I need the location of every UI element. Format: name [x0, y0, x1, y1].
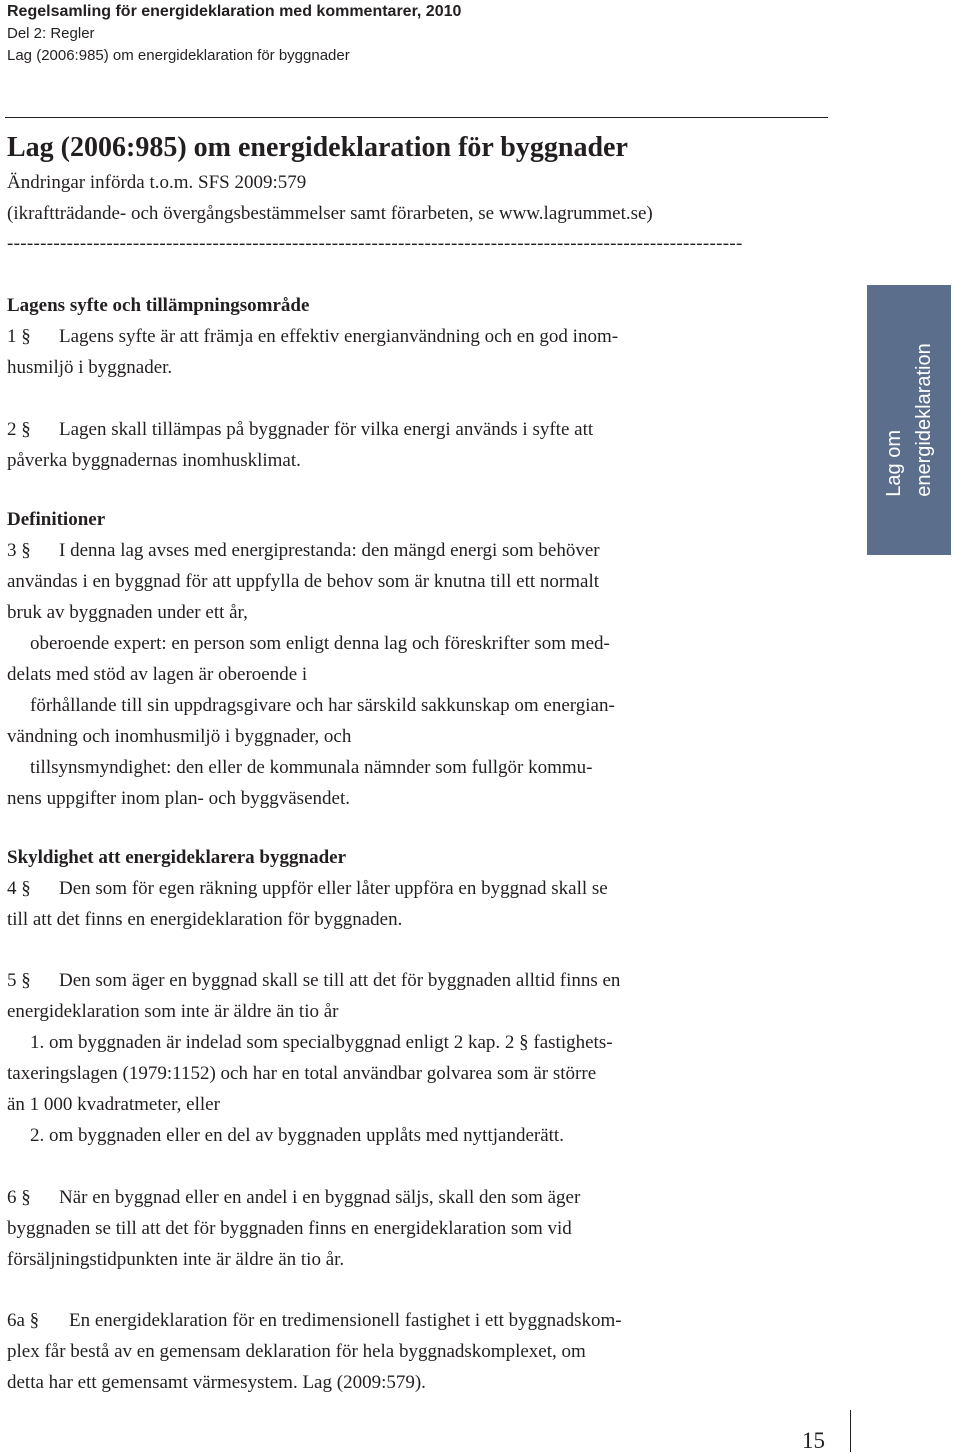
section-number-1: 1 § — [7, 326, 31, 347]
definition-authority-cont: nens uppgifter inom plan- och byggväsendet. — [7, 788, 350, 809]
section-number-5: 5 § — [7, 970, 31, 991]
paragraph-3 — [7, 535, 757, 566]
section-number-2: 2 § — [7, 419, 31, 440]
side-tab-line1: Lag om — [883, 430, 905, 497]
paragraph-2 — [7, 414, 757, 445]
list-item-1-cont: taxeringslagen (1979:1152) och har en total användbar golvarea som är större — [7, 1063, 597, 1084]
section-definitions — [7, 504, 757, 814]
paragraph-3-text: I denna lag avses med energiprestanda: den mängd energi som behöver — [59, 540, 600, 561]
paragraph-1-cont: husmiljö i byggnader. — [7, 357, 173, 378]
definition-expert: oberoende expert: en person som enligt denna lag och föreskrifter som med- — [30, 633, 610, 654]
section-5 — [7, 965, 757, 1151]
paragraph-6a-text: En energideklaration för en tredimensionell fastighet i ett byggnadskom- — [69, 1310, 622, 1331]
margin-rule — [850, 1410, 851, 1452]
paragraph-6a-cont: plex får bestå av en gemensam deklaration för hela byggnadskomplexet, om — [7, 1341, 586, 1362]
running-header-title: Regelsamling för energideklaration med kommentarer, 2010 — [7, 3, 462, 20]
side-tab-line2: energideklaration — [913, 343, 935, 497]
paragraph-2-cont: påverka byggnadernas inomhusklimat. — [7, 450, 301, 471]
paragraph-4 — [7, 873, 757, 904]
header-rule — [5, 117, 828, 118]
side-tab — [867, 285, 951, 555]
law-title: Lag (2006:985) om energideklaration för byggnader — [7, 132, 628, 163]
paragraph-3-cont: användas i en byggnad för att uppfylla de behov som är knutna till ett normalt — [7, 571, 600, 592]
definition-expert-cont: delats med stöd av lagen är oberoende i — [7, 664, 308, 685]
amendments-note: Ändringar införda t.o.m. SFS 2009:579 — [7, 172, 307, 193]
paragraph-6-text: När en byggnad eller en andel i en byggnad säljs, skall den som äger — [59, 1187, 581, 1208]
section-scope — [7, 414, 757, 476]
running-header-chapter: Lag (2006:985) om energideklaration för byggnader — [7, 47, 350, 64]
paragraph-6-cont: byggnaden se till att det för byggnaden finns en energideklaration som vid — [7, 1218, 572, 1239]
section-number-6a: 6a § — [7, 1310, 40, 1331]
running-header-part: Del 2: Regler — [7, 25, 95, 42]
paragraph-2-text: Lagen skall tillämpas på byggnader för vilka energi används i syfte att — [59, 419, 594, 440]
paragraph-4-text: Den som för egen räkning uppför eller låter uppföra en byggnad skall se — [59, 878, 608, 899]
dashed-separator: --------------------------------------------------------------------------------------------------------------- — [7, 233, 743, 254]
side-tab-label — [879, 343, 939, 496]
paragraph-6a-cont2: detta har ett gemensamt värmesystem. Lag (2009:579). — [7, 1372, 426, 1393]
paragraph-6a — [7, 1305, 757, 1336]
definition-authority: tillsynsmyndighet: den eller de kommunala nämnder som fullgör kommu- — [30, 757, 593, 778]
heading-obligation: Skyldighet att energideklarera byggnader — [7, 847, 347, 868]
page-number: 15 — [802, 1428, 825, 1453]
paragraph-5-text: Den som äger en byggnad skall se till att det för byggnaden alltid finns en — [59, 970, 621, 991]
paragraph-4-cont: till att det finns en energideklaration för byggnaden. — [7, 909, 403, 930]
section-6a — [7, 1305, 757, 1398]
section-6 — [7, 1182, 757, 1275]
list-item-1: 1. om byggnaden är indelad som specialbyggnad enligt 2 kap. 2 § fastighets- — [30, 1032, 613, 1053]
paragraph-6 — [7, 1182, 757, 1213]
section-obligation — [7, 842, 757, 935]
section-number-3: 3 § — [7, 540, 31, 561]
list-item-1-cont2: än 1 000 kvadratmeter, eller — [7, 1094, 220, 1115]
definition-expert-2-cont: vändning och inomhusmiljö i byggnader, och — [7, 726, 352, 747]
section-number-6: 6 § — [7, 1187, 31, 1208]
section-purpose — [7, 290, 757, 383]
paragraph-5 — [7, 965, 757, 996]
running-header — [7, 0, 461, 67]
heading-purpose: Lagens syfte och tillämpningsområde — [7, 295, 310, 316]
heading-definitions: Definitioner — [7, 509, 106, 530]
paragraph-6-cont2: försäljningstidpunkten inte är äldre än tio år. — [7, 1249, 345, 1270]
list-item-2: 2. om byggnaden eller en del av byggnaden upplåts med nyttjanderätt. — [30, 1125, 564, 1146]
paragraph-3-cont2: bruk av byggnaden under ett år, — [7, 602, 248, 623]
paragraph-5-cont: energideklaration som inte är äldre än tio år — [7, 1001, 339, 1022]
section-number-4: 4 § — [7, 878, 31, 899]
paragraph-1 — [7, 321, 757, 352]
paragraph-1-text: Lagens syfte är att främja en effektiv energianvändning och en god inom- — [59, 326, 619, 347]
definition-expert-2: förhållande till sin uppdragsgivare och har särskild sakkunskap om energian- — [30, 695, 615, 716]
reference-note: (ikraftträdande- och övergångsbestämmelser samt förarbeten, se www.lagrummet.se) — [7, 203, 653, 224]
